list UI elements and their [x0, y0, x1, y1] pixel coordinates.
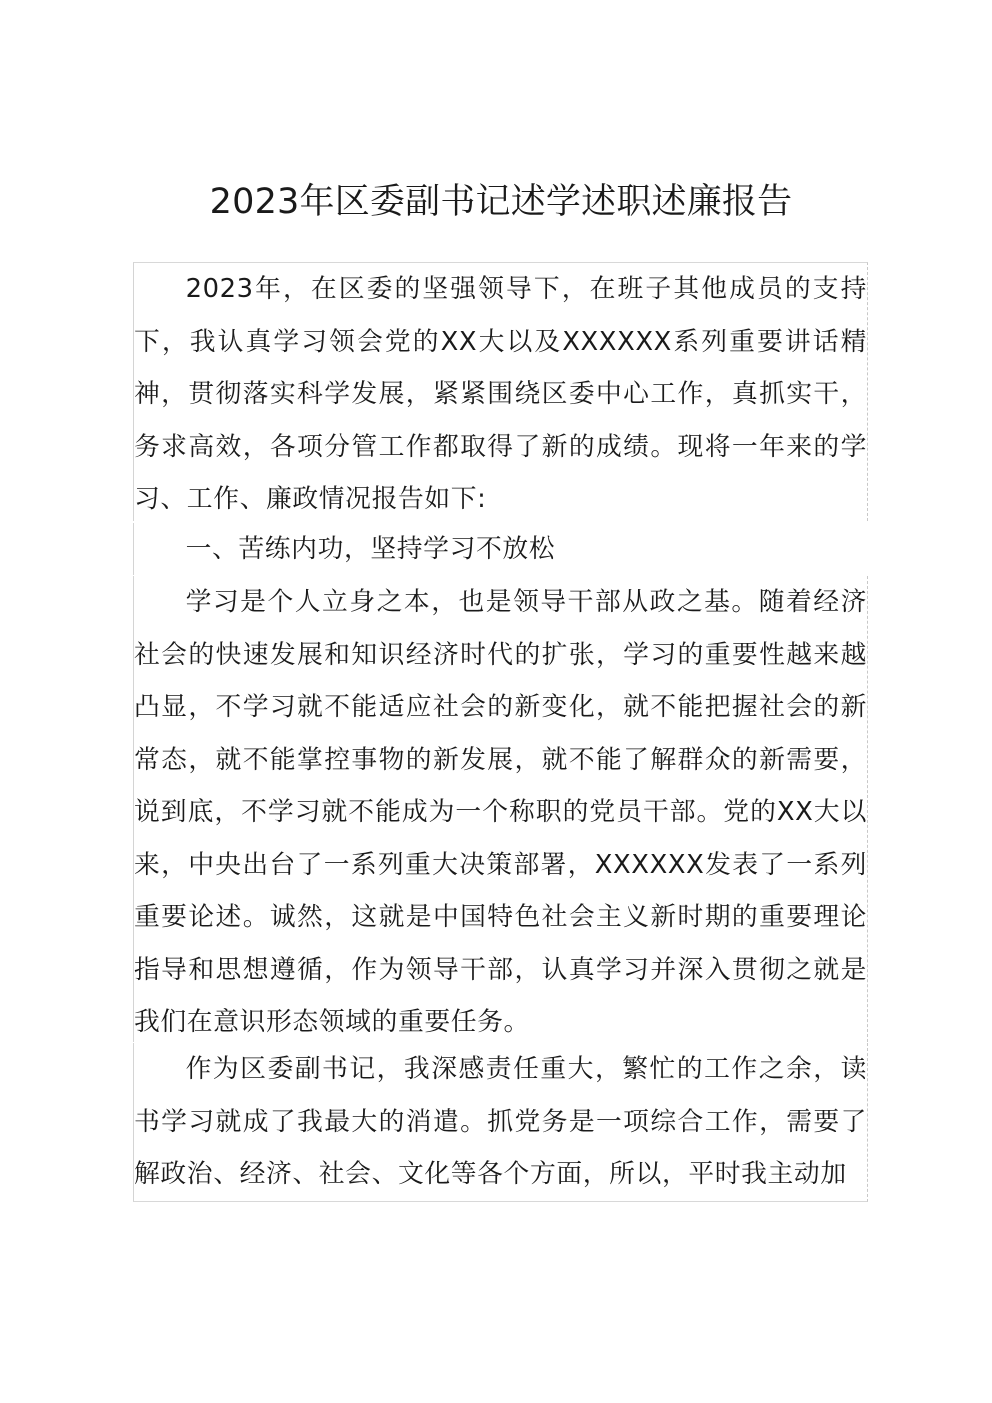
intro-paragraph: 2023年，在区委的坚强领导下，在班子其他成员的支持下，我认真学习领会党的XX大以及XXXXXX系列重要讲话精神，贯彻落实科学发展，紧紧围绕区委中心工作，真抓实干，务求高效，各项分管工作都取得了新的成绩。现将一年来的学习、工作、廉政情况报告如下:: [134, 274, 867, 514]
page-title: 2023年区委副书记述学述职述廉报告: [209, 182, 793, 222]
section-heading-block: [133, 523, 868, 575]
section-heading-1: 一、苦练内功，坚持学习不放松: [185, 534, 556, 564]
body-block-2: [133, 1043, 868, 1202]
body-block-1: [133, 576, 868, 1042]
body-paragraph-2: 作为区委副书记，我深感责任重大，繁忙的工作之余，读书学习就成了我最大的消遣。抓党务是一项综合工作，需要了解政治、经济、社会、文化等各个方面，所以，平时我主动加: [134, 1054, 867, 1189]
body-paragraph-1: 学习是个人立身之本，也是领导干部从政之基。随着经济社会的快速发展和知识经济时代的扩张，学习的重要性越来越凸显，不学习就不能适应社会的新变化，就不能把握社会的新常态，就不能掌控事物的新发展，就不能了解群众的新需要，说到底，不学习就不能成为一个称职的党员干部。党的XX大以来，中央出台了一系列重大决策部署，XXXXXX发表了一系列重要论述。诚然，这就是中国特色社会主义新时期的重要理论指导和思想遵循，作为领导干部，认真学习并深入贯彻之就是我们在意识形态领域的重要任务。: [134, 587, 867, 1037]
intro-block: [133, 262, 868, 521]
